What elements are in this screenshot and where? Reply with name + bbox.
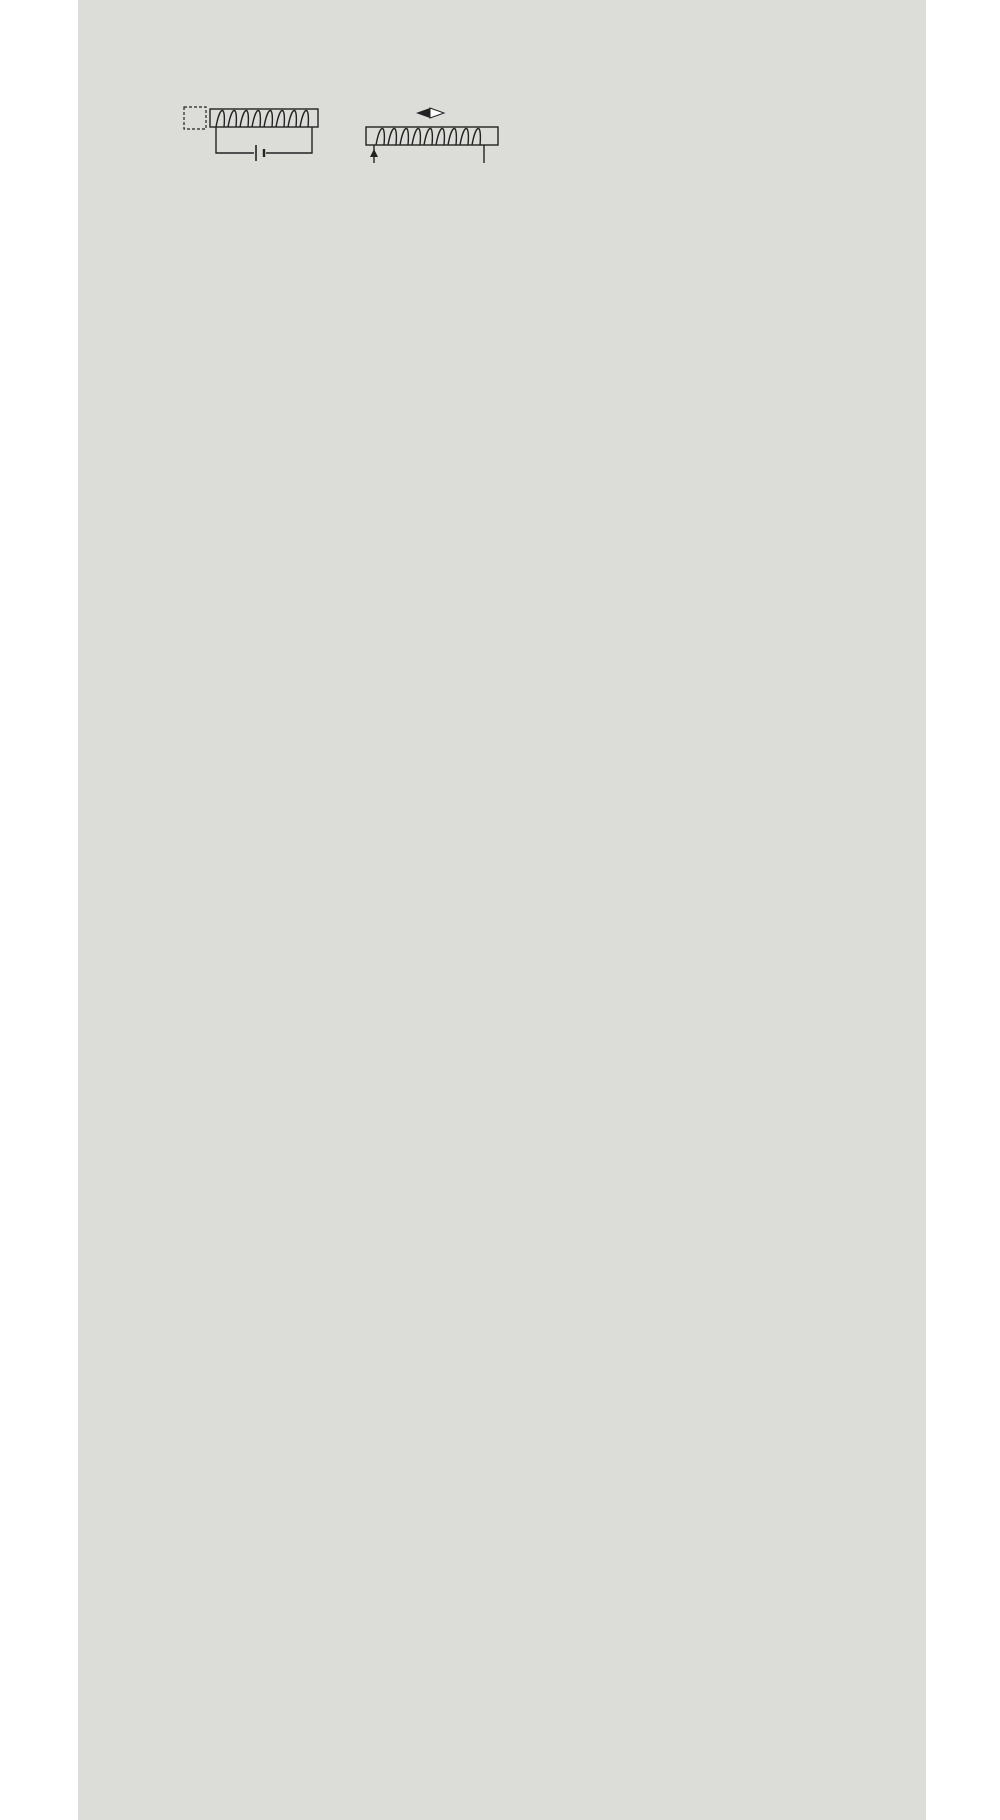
pole-box xyxy=(184,107,206,129)
current-arrow-icon xyxy=(370,149,378,157)
solenoid-figure-11 xyxy=(352,105,522,165)
site-logo xyxy=(840,1720,1000,1820)
solenoid-figure-8 xyxy=(182,105,332,165)
figure-answer-row xyxy=(172,103,912,167)
circuit-wire xyxy=(266,127,312,153)
circuit-wire xyxy=(216,127,254,153)
coil-windings xyxy=(376,129,480,146)
answer-content xyxy=(172,95,912,167)
coil-windings xyxy=(216,111,308,128)
watermark xyxy=(583,773,923,779)
compass-needle-icon xyxy=(430,108,444,118)
textbook-page xyxy=(78,0,926,1820)
compass-needle-icon xyxy=(416,108,430,118)
